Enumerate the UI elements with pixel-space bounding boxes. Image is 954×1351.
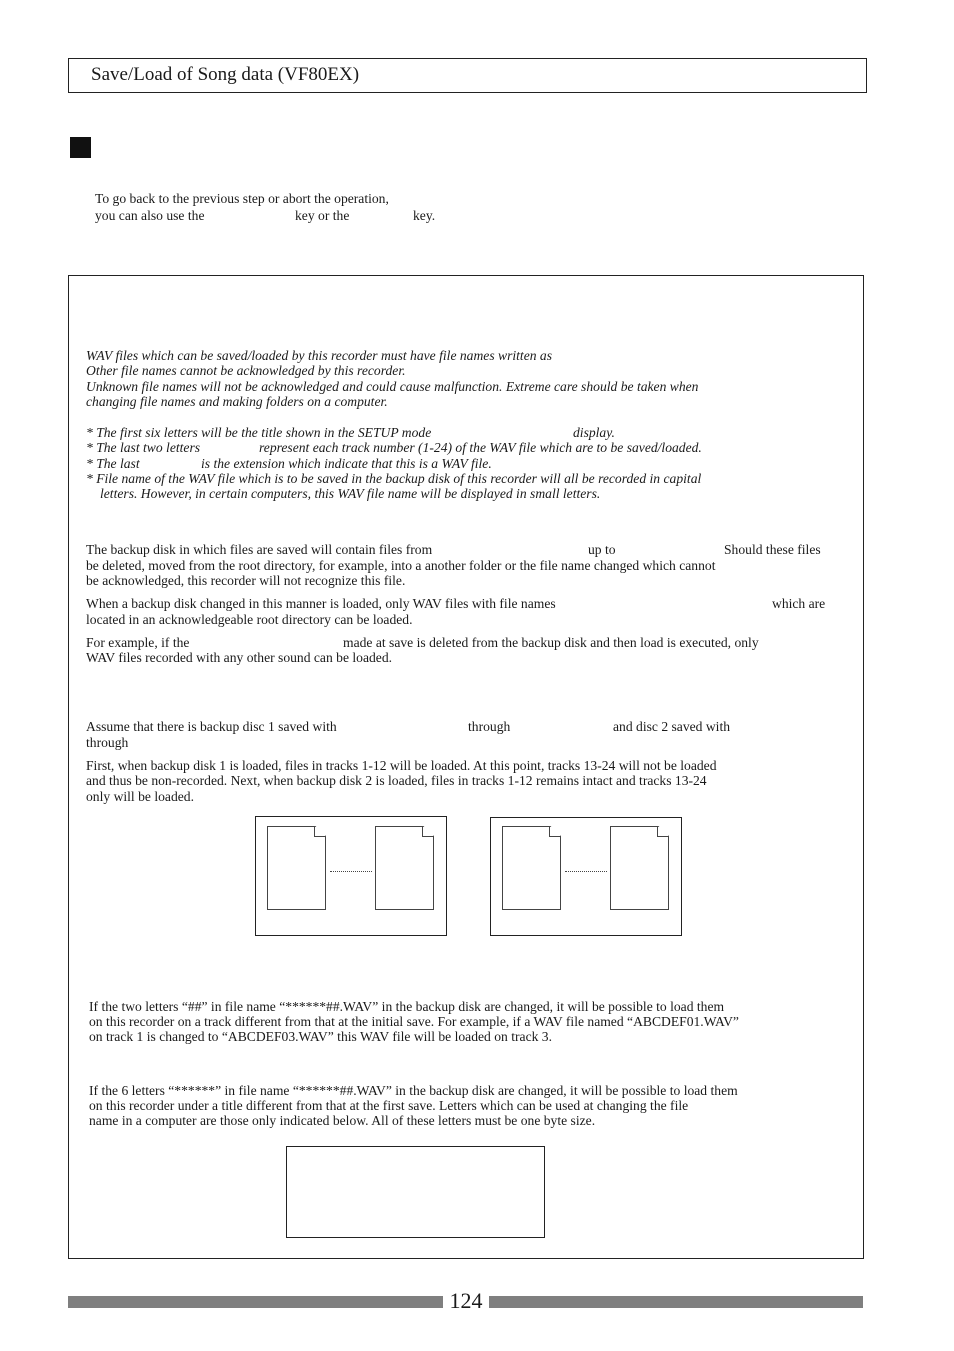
section-marker	[70, 137, 91, 158]
note-line-2b: key or the	[295, 208, 350, 223]
discs-p1b: through	[468, 719, 511, 734]
intro-line-1: WAV files which can be saved/loaded by this recorder must have file names written as	[86, 348, 553, 363]
rename-track-line-2: on this recorder on a track different from that at the initial save. For example, if a WAV file named “ABCDEF01.WAV”	[89, 1014, 739, 1029]
bullet-2b: represent each track number (1-24) of the WAV file which are to be saved/loaded.	[259, 440, 702, 455]
backup-p1c: Should these files	[724, 542, 821, 557]
backup-p3b: made at save is deleted from the backup disk and then load is executed, only	[343, 635, 759, 650]
intro-line-4: changing file names and making folders on a computer.	[86, 394, 388, 409]
discs-p2-line-1: First, when backup disk 1 is loaded, files in tracks 1-12 will be loaded. At this point, tracks 13-24 will not be loaded	[86, 758, 717, 773]
disc-1-illustration	[255, 816, 447, 936]
backup-p1-line-2: be deleted, moved from the root directory, for example, into a another folder or the file name changed which cannot	[86, 558, 716, 573]
intro-line-2: Other file names cannot be acknowledged by this recorder.	[86, 363, 406, 378]
rename-track-line-1: If the two letters “##” in file name “******##.WAV” in the backup disk are changed, it will be possible to load them	[89, 999, 725, 1014]
discs-p1-line-2: through	[86, 735, 129, 750]
backup-p3a: For example, if the	[86, 635, 190, 650]
backup-p1a: The backup disk in which files are saved will contain files from	[86, 542, 433, 557]
footer-bar-left	[68, 1296, 443, 1308]
note-line-1: To go back to the previous step or abort the operation,	[95, 191, 389, 206]
page-number: 124	[449, 1288, 483, 1313]
allowed-characters-box	[286, 1146, 545, 1238]
backup-p1-line-3: be acknowledged, this recorder will not recognize this file.	[86, 573, 406, 588]
file-icon	[502, 826, 561, 910]
backup-p2b: which are	[772, 596, 826, 611]
rename-title-line-1: If the 6 letters “******” in file name “******##.WAV” in the backup disk are changed, it will be possible to load them	[89, 1083, 738, 1098]
ellipsis-divider	[330, 871, 372, 872]
footer-bar-right	[489, 1296, 863, 1308]
bullet-1b: display.	[573, 425, 615, 440]
bullet-4-line-2: letters. However, in certain computers, this WAV file name will be displayed in small letters.	[100, 486, 601, 501]
bullet-1a: * The first six letters will be the title shown in the SETUP mode	[86, 425, 432, 440]
backup-p3-line-2: WAV files recorded with any other sound can be loaded.	[86, 650, 393, 665]
note-line-2a: you can also use the	[95, 208, 205, 223]
discs-p1c: and disc 2 saved with	[613, 719, 731, 734]
rename-title-line-3: name in a computer are those only indicated below. All of these letters must be one byte size.	[89, 1113, 596, 1128]
bullet-3a: * The last	[86, 456, 140, 471]
page-title: Save/Load of Song data (VF80EX)	[91, 64, 360, 85]
header-box	[68, 58, 867, 93]
disc-2-illustration	[490, 817, 682, 936]
note-line-2c: key.	[413, 208, 436, 223]
backup-p1b: up to	[588, 542, 616, 557]
rename-track-line-3: on track 1 is changed to “ABCDEF03.WAV” this WAV file will be loaded on track 3.	[89, 1029, 552, 1044]
backup-p2-line-2: located in an acknowledgeable root directory can be loaded.	[86, 612, 413, 627]
bullet-2a: * The last two letters	[86, 440, 201, 455]
file-icon	[267, 826, 326, 910]
bullet-4-line-1: * File name of the WAV file which is to be saved in the backup disk of this recorder will all be recorded in capital	[86, 471, 702, 486]
discs-p1a: Assume that there is backup disc 1 saved with	[86, 719, 337, 734]
bullet-3b: is the extension which indicate that this is a WAV file.	[201, 456, 492, 471]
intro-line-3: Unknown file names will not be acknowledged and could cause malfunction. Extreme care should be taken when	[86, 379, 699, 394]
backup-p2a: When a backup disk changed in this manner is loaded, only WAV files with file names	[86, 596, 556, 611]
rename-title-line-2: on this recorder under a title different from that at the first save. Letters which can be used at changing the file	[89, 1098, 689, 1113]
discs-p2-line-2: and thus be non-recorded. Next, when backup disk 2 is loaded, files in tracks 1-12 remains intact and tracks 13-24	[86, 773, 707, 788]
file-icon	[375, 826, 434, 910]
discs-p2-line-3: only will be loaded.	[86, 789, 194, 804]
ellipsis-divider	[565, 871, 607, 872]
file-icon	[610, 826, 669, 910]
